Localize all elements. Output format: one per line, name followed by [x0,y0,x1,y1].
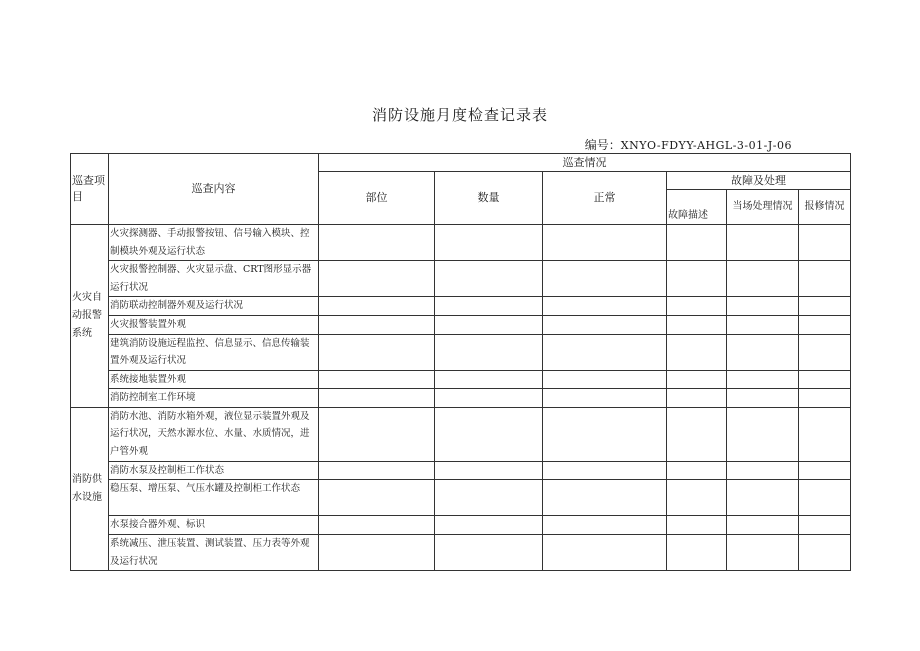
repair-cell[interactable] [799,297,851,316]
location-cell[interactable] [319,297,435,316]
quantity-cell[interactable] [435,334,543,370]
onsite-cell[interactable] [727,315,799,334]
repair-cell[interactable] [799,535,851,571]
document-title: 消防设施月度检查记录表 [371,106,548,124]
location-cell[interactable] [319,535,435,571]
quantity-cell[interactable] [435,516,543,535]
inspection-item: 系统减压、泄压装置、测试装置、压力表等外观及运行状况 [109,535,319,571]
quantity-cell[interactable] [435,461,543,480]
header-content: 巡查内容 [109,154,319,225]
repair-cell[interactable] [799,225,851,261]
location-cell[interactable] [319,370,435,389]
inspection-item: 火灾报警装置外观 [109,315,319,334]
onsite-cell[interactable] [727,334,799,370]
onsite-cell[interactable] [727,370,799,389]
fault-desc-cell[interactable] [667,225,727,261]
quantity-cell[interactable] [435,480,543,516]
onsite-cell[interactable] [727,516,799,535]
inspection-item: 稳压泵、增压泵、气压水罐及控制柜工作状态 [109,480,319,516]
repair-cell[interactable] [799,334,851,370]
quantity-cell[interactable] [435,370,543,389]
header-repair: 报修情况 [799,190,851,225]
repair-cell[interactable] [799,407,851,461]
header-fault-handling: 故障及处理 [667,172,851,190]
fault-desc-cell[interactable] [667,461,727,480]
code-value: XNYO-FDYY-AHGL-3-01-J-06 [620,139,792,152]
header-situation: 巡查情况 [319,154,851,172]
location-cell[interactable] [319,261,435,297]
repair-cell[interactable] [799,461,851,480]
group-name-water-supply: 消防供水设施 [71,407,109,571]
normal-cell[interactable] [543,225,667,261]
location-cell[interactable] [319,516,435,535]
inspection-item: 火灾报警控制器、火灾显示盘、CRT图形显示器运行状况 [109,261,319,297]
onsite-cell[interactable] [727,389,799,408]
quantity-cell[interactable] [435,261,543,297]
normal-cell[interactable] [543,261,667,297]
normal-cell[interactable] [543,315,667,334]
fault-desc-cell[interactable] [667,297,727,316]
inspection-item: 系统接地装置外观 [109,370,319,389]
repair-cell[interactable] [799,389,851,408]
fault-desc-cell[interactable] [667,261,727,297]
repair-cell[interactable] [799,480,851,516]
quantity-cell[interactable] [435,297,543,316]
inspection-item: 建筑消防设施远程监控、信息显示、信息传输装置外观及运行状况 [109,334,319,370]
onsite-cell[interactable] [727,225,799,261]
location-cell[interactable] [319,389,435,408]
onsite-cell[interactable] [727,461,799,480]
fault-desc-cell[interactable] [667,370,727,389]
location-cell[interactable] [319,407,435,461]
document-code [585,136,792,153]
fault-desc-cell[interactable] [667,407,727,461]
onsite-cell[interactable] [727,480,799,516]
repair-cell[interactable] [799,370,851,389]
header-fault-desc: 故障描述 [667,190,727,225]
header-onsite: 当场处理情况 [727,190,799,225]
repair-cell[interactable] [799,516,851,535]
normal-cell[interactable] [543,407,667,461]
location-cell[interactable] [319,225,435,261]
header-normal: 正常 [543,172,667,225]
normal-cell[interactable] [543,334,667,370]
inspection-item: 火灾探测器、手动报警按钮、信号输入模块、控制模块外观及运行状态 [109,225,319,261]
onsite-cell[interactable] [727,261,799,297]
location-cell[interactable] [319,315,435,334]
repair-cell[interactable] [799,261,851,297]
normal-cell[interactable] [543,297,667,316]
inspection-item: 水泵接合器外观、标识 [109,516,319,535]
fault-desc-cell[interactable] [667,480,727,516]
header-quantity: 数量 [435,172,543,225]
fault-desc-cell[interactable] [667,334,727,370]
location-cell[interactable] [319,334,435,370]
quantity-cell[interactable] [435,407,543,461]
repair-cell[interactable] [799,315,851,334]
quantity-cell[interactable] [435,315,543,334]
location-cell[interactable] [319,461,435,480]
quantity-cell[interactable] [435,225,543,261]
inspection-item: 消防水池、消防水箱外观，液位显示装置外观及运行状况，天然水源水位、水量、水质情况，进户管外观 [109,407,319,461]
inspection-item: 消防控制室工作环境 [109,389,319,408]
code-label: 编号： [584,138,621,152]
fault-desc-cell[interactable] [667,535,727,571]
group-name-fire-alarm: 火灾自动报警系统 [71,225,109,408]
normal-cell[interactable] [543,535,667,571]
onsite-cell[interactable] [727,297,799,316]
normal-cell[interactable] [543,480,667,516]
onsite-cell[interactable] [727,535,799,571]
header-location: 部位 [319,172,435,225]
fault-desc-cell[interactable] [667,315,727,334]
location-cell[interactable] [319,480,435,516]
onsite-cell[interactable] [727,407,799,461]
normal-cell[interactable] [543,516,667,535]
inspection-table [70,153,851,571]
header-item: 巡查项目 [71,154,109,225]
quantity-cell[interactable] [435,389,543,408]
inspection-item: 消防联动控制器外观及运行状况 [109,297,319,316]
normal-cell[interactable] [543,389,667,408]
fault-desc-cell[interactable] [667,516,727,535]
normal-cell[interactable] [543,370,667,389]
fault-desc-cell[interactable] [667,389,727,408]
quantity-cell[interactable] [435,535,543,571]
normal-cell[interactable] [543,461,667,480]
inspection-item: 消防水泵及控制柜工作状态 [109,461,319,480]
